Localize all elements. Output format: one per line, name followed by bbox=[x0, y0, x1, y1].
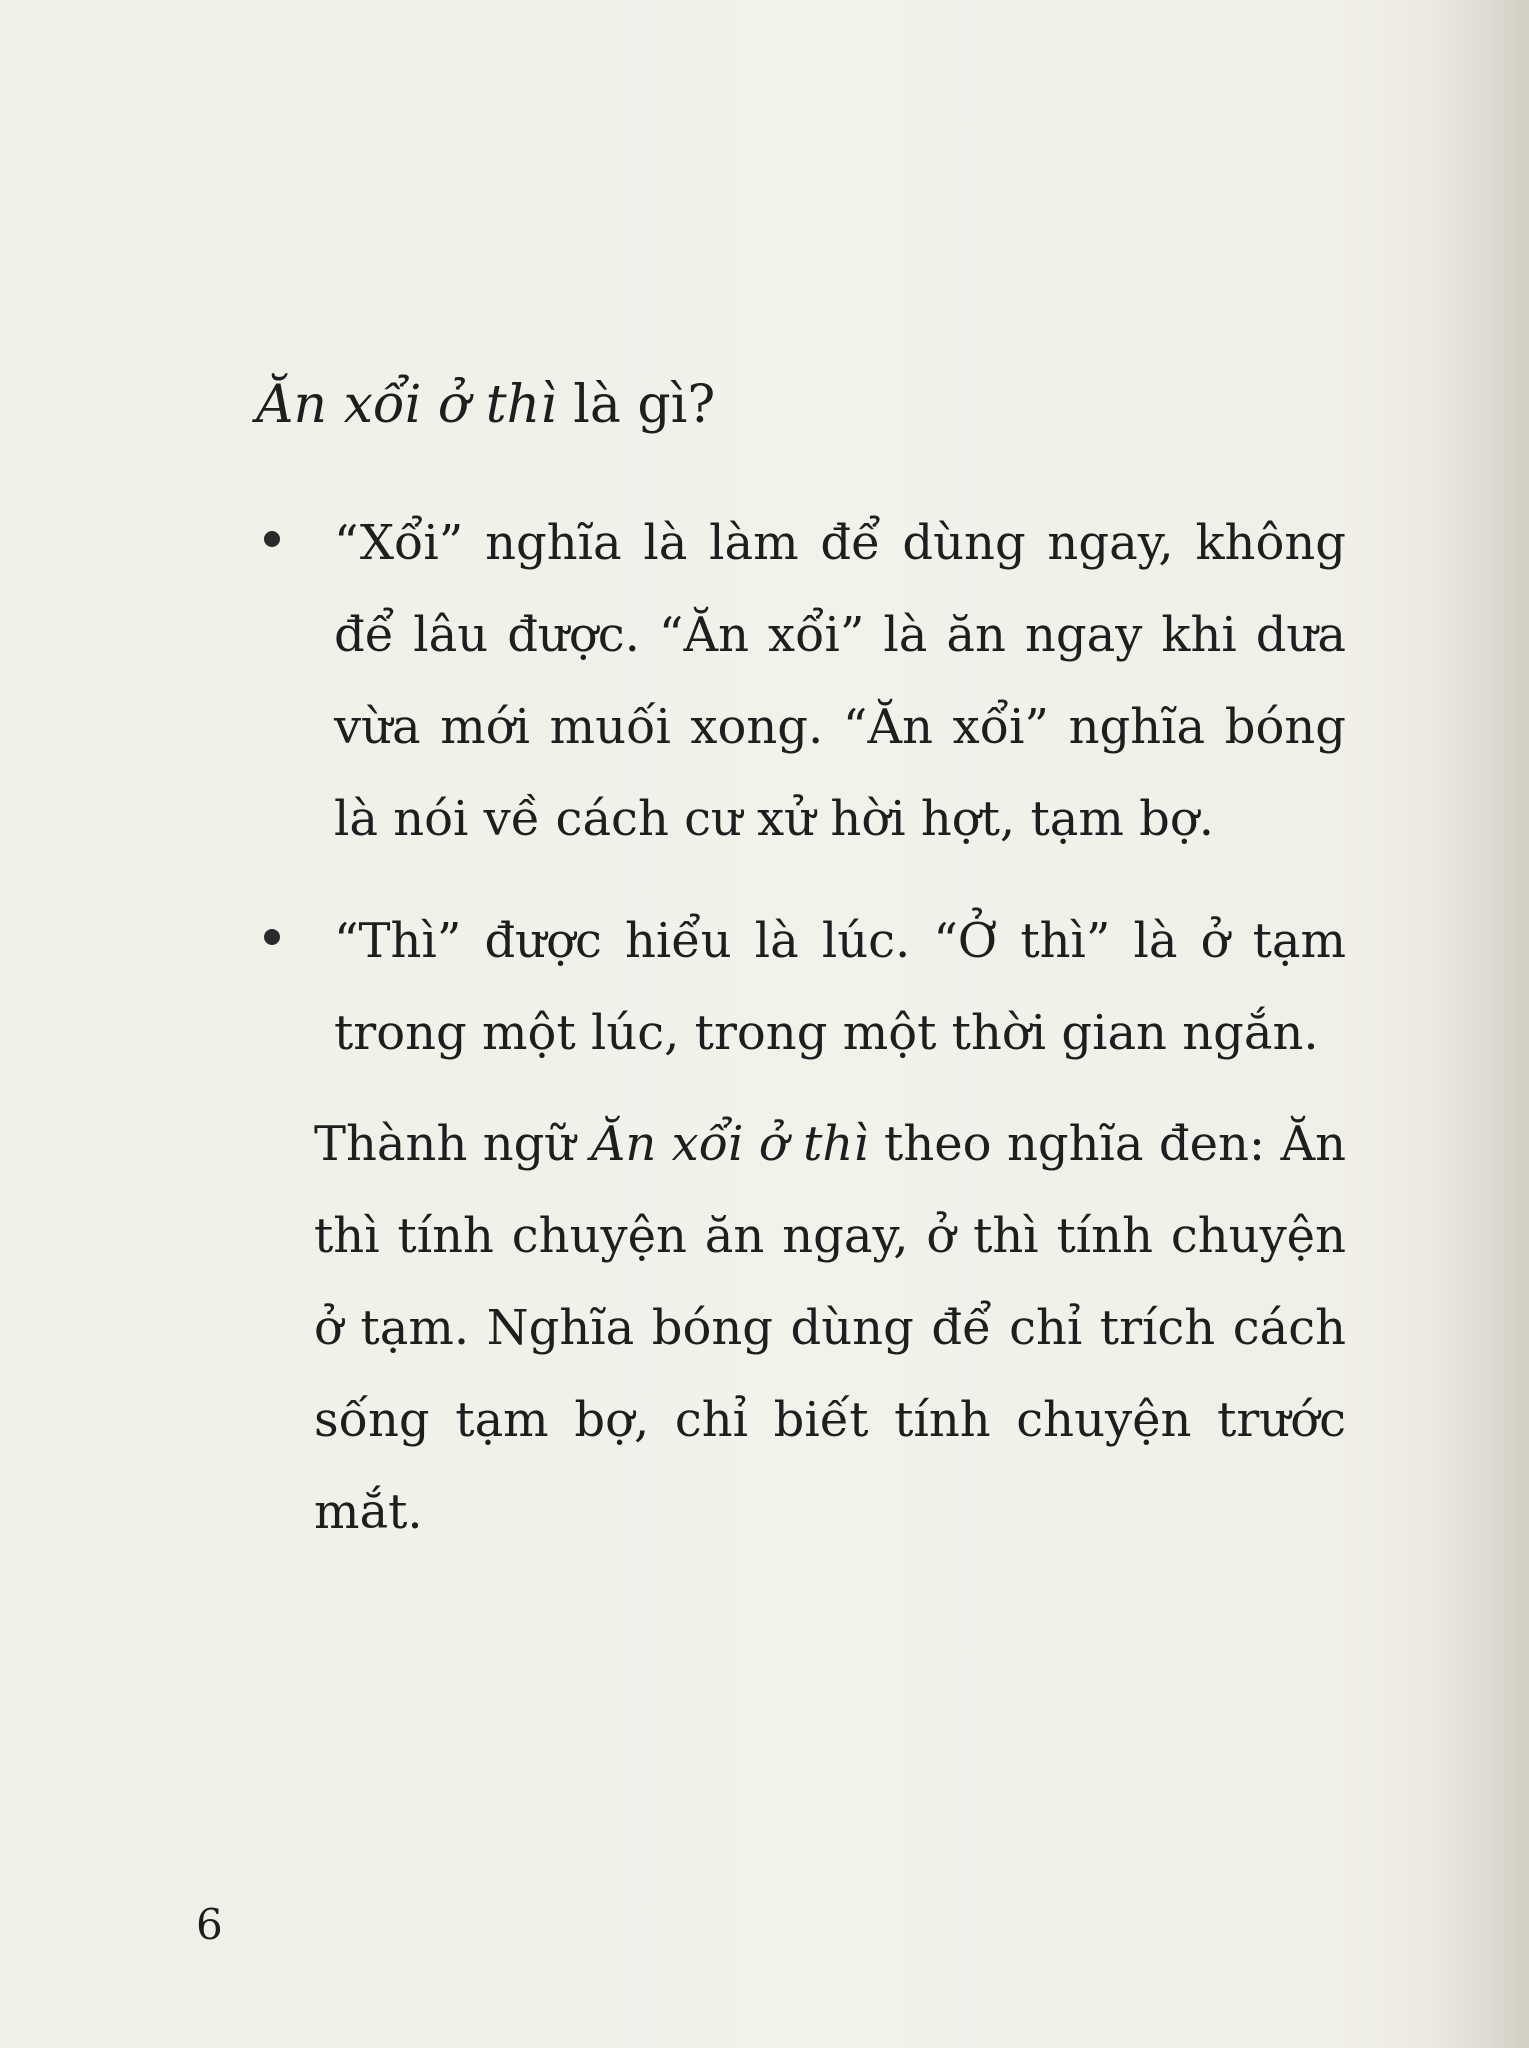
explanation-paragraph bbox=[314, 1098, 1346, 1558]
bullet-icon bbox=[264, 531, 280, 547]
definition-item-thi bbox=[256, 895, 1346, 1079]
page-edge-shadow bbox=[1434, 0, 1529, 2048]
definition-text: “Thì” được hiểu là lúc. “Ở thì” là ở tạm trong một lúc, trong một thời gian ngắn. bbox=[334, 913, 1346, 1061]
question-heading-rest: là gì? bbox=[556, 375, 716, 435]
bullet-icon bbox=[264, 929, 280, 945]
definition-text: “Xổi” nghĩa là làm để dùng ngay, không để lâu được. “Ăn xổi” là ăn ngay khi dưa vừa mới muối xong. “Ăn xổi” nghĩa bóng là nói về cách cư xử hời hợt, tạm bợ. bbox=[334, 515, 1346, 847]
question-heading-italic: Ăn xổi ở thì bbox=[256, 375, 557, 435]
explanation-prefix: Thành ngữ bbox=[314, 1116, 591, 1172]
definition-list bbox=[256, 497, 1346, 1109]
explanation-suffix: theo nghĩa đen: Ăn thì tính chuyện ăn ngay, ở thì tính chuyện ở tạm. Nghĩa bóng dùng để chỉ trích cách sống tạm bợ, chỉ biết tính chuyện trước mắt. bbox=[314, 1116, 1347, 1540]
definition-item-xoi bbox=[256, 497, 1346, 865]
page-number: 6 bbox=[196, 1900, 223, 1949]
question-heading bbox=[256, 370, 715, 440]
explanation-idiom: Ăn xổi ở thì bbox=[590, 1116, 869, 1172]
